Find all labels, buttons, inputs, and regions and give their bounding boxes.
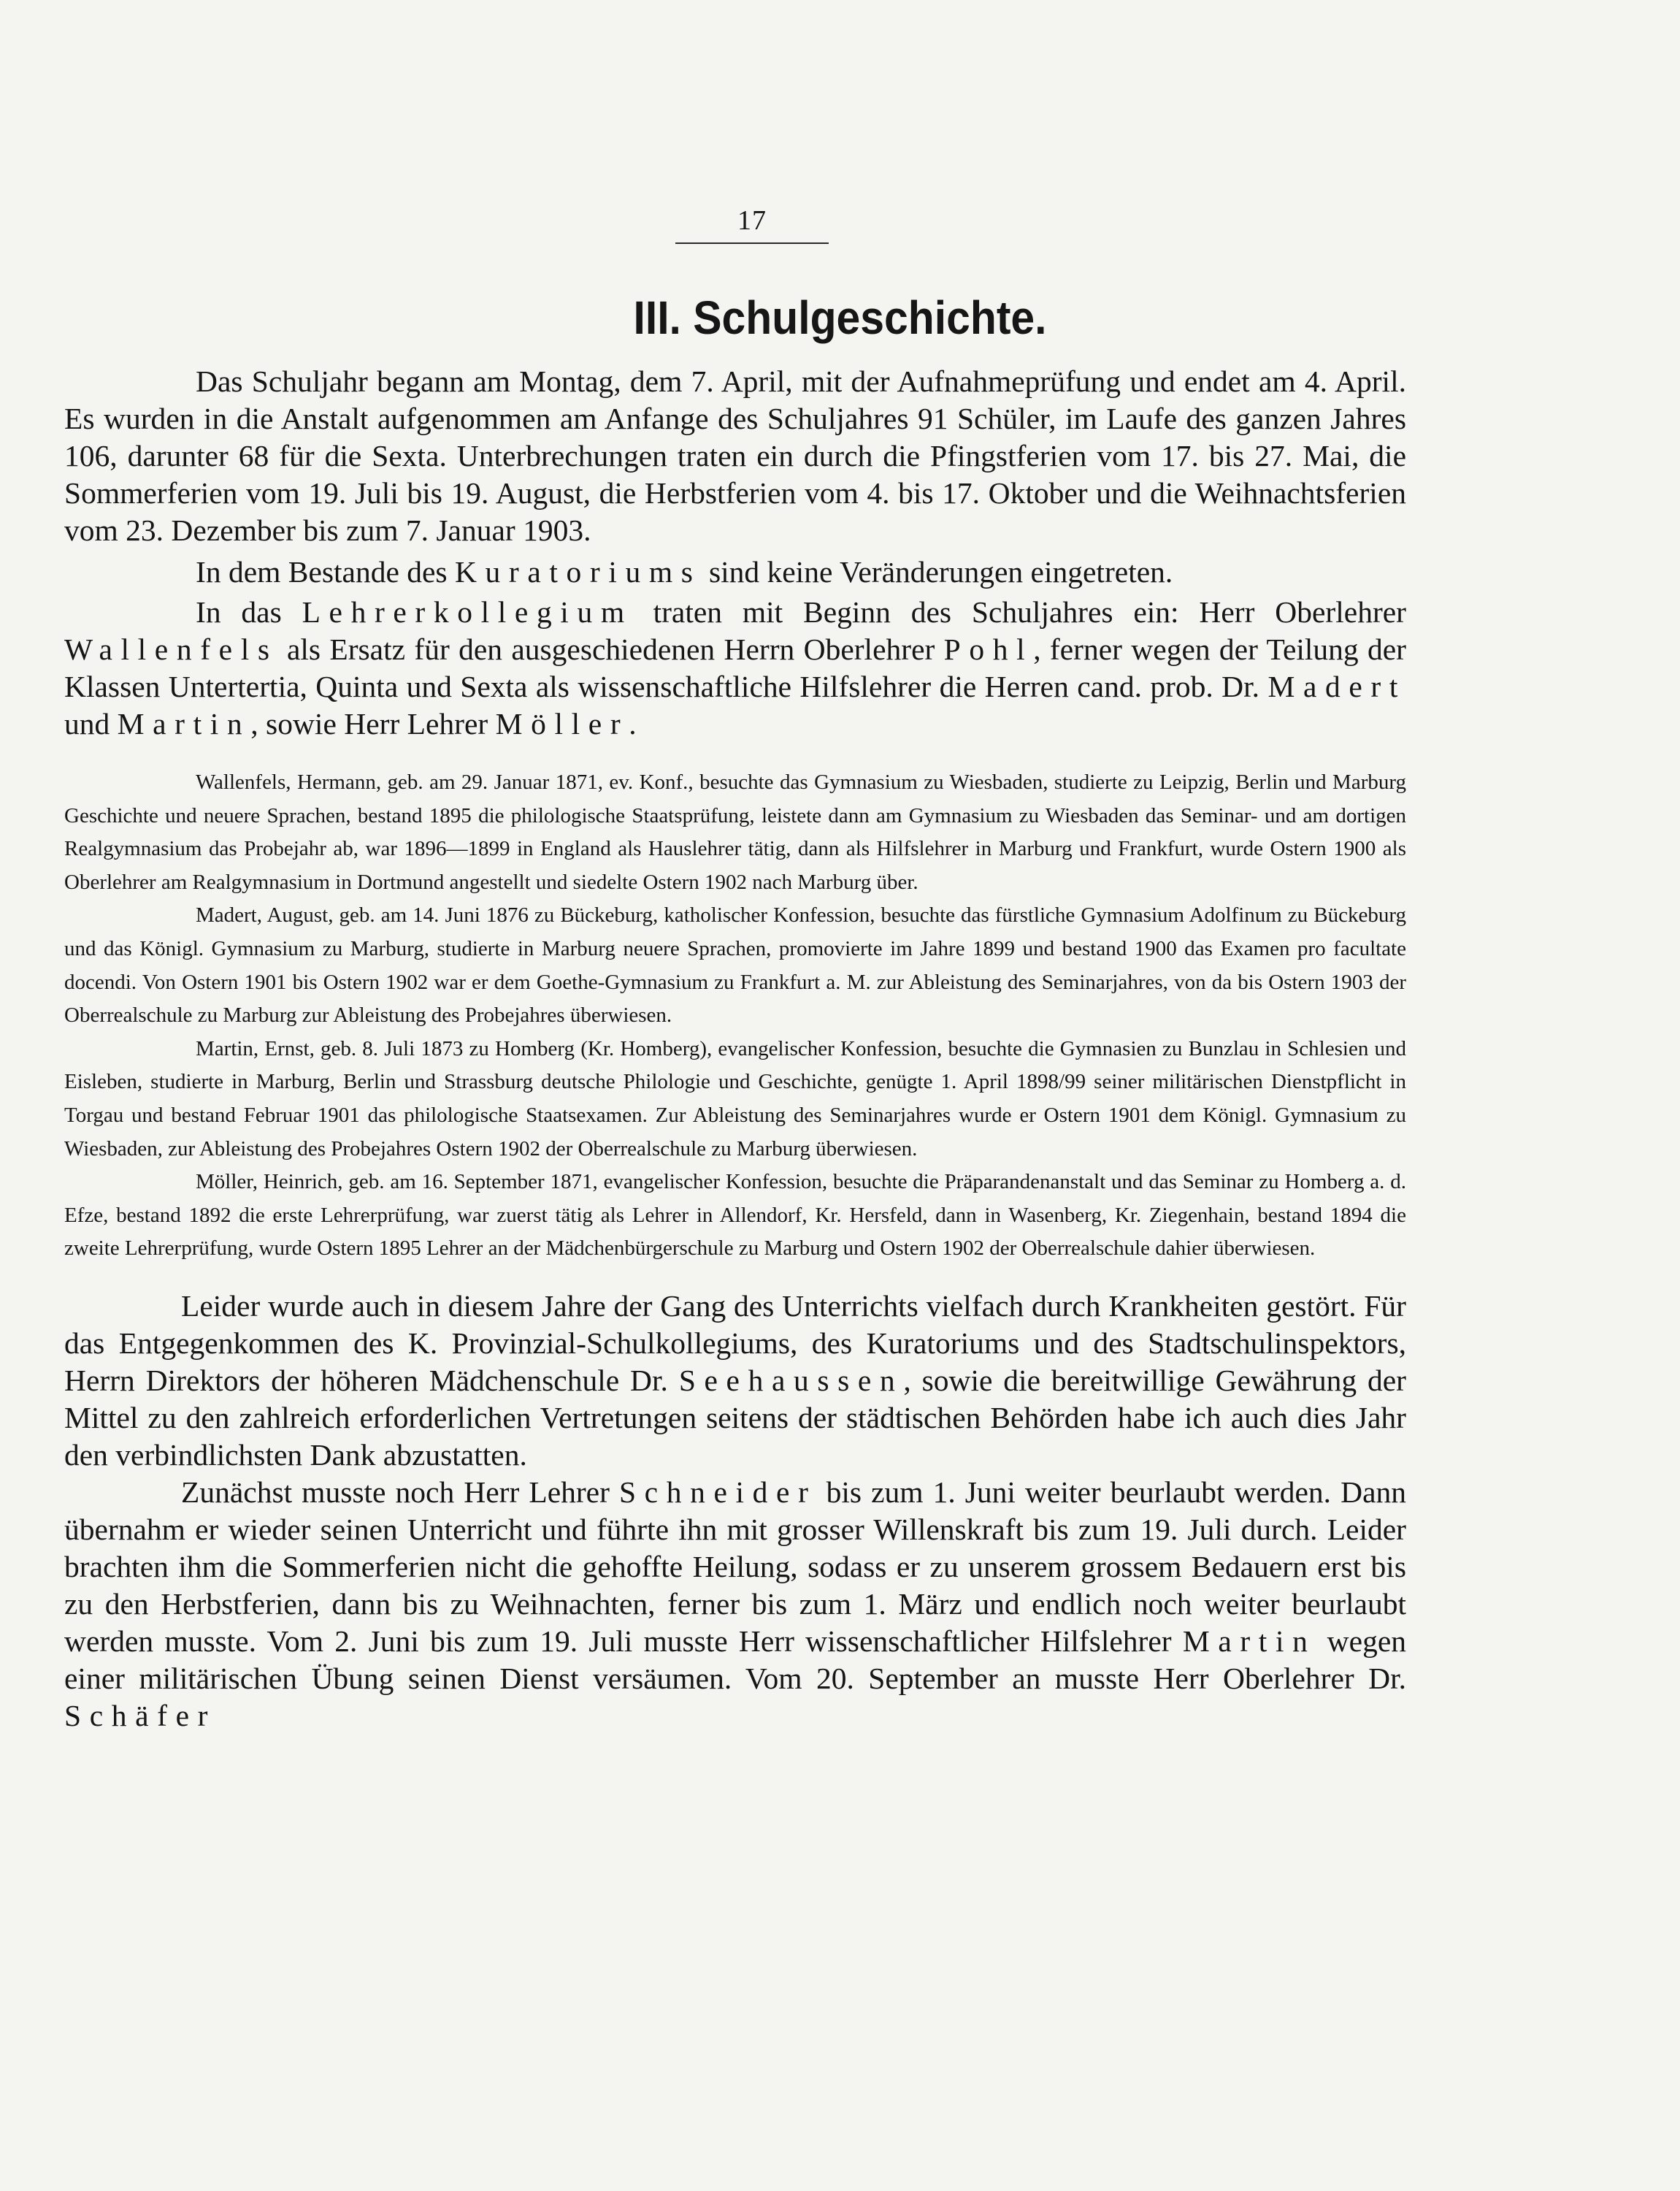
text: Leider wurde auch in diesem Jahre der Gang des Unterrichts vielfach durch Krankheiten gestört. Für das Entgegenkommen des K. Provinzial-Schulkollegiums, des Kuratoriums und des Stadtschulinspektors, Herrn Direktors der höheren Mädchenschule Dr. bbox=[64, 1288, 1406, 1397]
paragraph-intro: Das Schuljahr begann am Montag, dem 7. April, mit der Aufnahmeprüfung und endet am 4. April. Es wurden in die Anstalt aufgenommen am Anfange des Schuljahres 91 Schüler, im Laufe des ganzen Jahres 106, darunter 68 für die Sexta. Unterbrechungen traten ein durch die Pfingstferien vom 17. bis 27. Mai, die Sommerferien vom 19. Juli bis 19. August, die Herbstferien vom 4. bis 17. Oktober und die Weihnachtsferien vom 23. Dezember bis zum 7. Januar 1903. bbox=[64, 364, 1406, 547]
bio-martin: Martin, Ernst, geb. 8. Juli 1873 zu Homberg (Kr. Homberg), evangelischer Konfession, besuchte die Gymnasien zu Bunzlau in Schlesien und Eisleben, studierte in Marburg, Berlin und Strassburg deutsche Philologie und Geschichte, genügte 1. April 1898/99 seiner militärischen Dienstpflicht in Torgau und bestand Februar 1901 das philologische Staatsexamen. Zur Ableistung des Seminarjahres wurde er Ostern 1901 dem Königl. Gymnasium zu Wiesbaden, zur Ableistung des Probejahres Ostern 1902 der Oberrealschule zu Marburg überwiesen. bbox=[64, 1036, 1406, 1160]
text: In das bbox=[196, 595, 302, 629]
spaced-name: Madert bbox=[1267, 670, 1406, 703]
bio-madert: Madert, August, geb. am 14. Juni 1876 zu Bückeburg, katholischer Konfession, besuchte das fürstliche Gymnasium Adolfinum zu Bückeburg und das Königl. Gymnasium zu Marburg, studierte in Marburg neuere Sprachen, promovierte im Jahre 1899 und bestand 1900 das Examen pro facultate docendi. Von Ostern 1901 bis Ostern 1902 war er dem Goethe-Gymnasium zu Frankfurt a. M. zur Ableistung des Seminarjahres, von da bis Ostern 1903 der Oberrealschule zu Marburg zur Ableistung des Probejahres überwiesen. bbox=[64, 903, 1406, 1028]
text: , sowie Herr Lehrer bbox=[250, 707, 496, 741]
spaced-name: Martin bbox=[117, 707, 251, 741]
paragraph-schneider bbox=[64, 1474, 1406, 1735]
text: bis zum 1. Juni weiter beurlaubt werden. Dann übernahm er wieder seinen Unterricht und führte ihn mit grosser Willenskraft bis zum 19. Juli durch. Leider brachten ihm die Sommerferien nicht die gehoffte Heilung, sodass er zu unserem grossem Bedauern erst bis zu den Herbstferien, dann bis zu Weihnachten, ferner bis zum 1. März und endlich noch weiter beurlaubt werden musste. Vom 2. Juni bis zum 19. Juli musste Herr wissenschaftlicher Hilfslehrer bbox=[64, 1475, 1406, 1658]
spaced-word: Kuratoriums bbox=[454, 555, 702, 589]
text: Zunächst musste noch Herr Lehrer bbox=[181, 1475, 619, 1509]
paragraph-lehrerkollegium bbox=[64, 594, 1406, 743]
page-body bbox=[64, 362, 1406, 1735]
spaced-name: Wallenfels bbox=[64, 632, 278, 666]
spaced-name: Schäfer bbox=[64, 1698, 217, 1732]
page-number-rule bbox=[675, 242, 829, 244]
paragraph-krankheit bbox=[64, 1288, 1406, 1474]
paragraph-kuratorium bbox=[64, 554, 1406, 591]
spaced-name: Möller bbox=[495, 707, 629, 741]
text: , sowie die bereitwillige Gewährung der Mittel zu den zahlreich erforderlichen Vertretungen seitens der städtischen Behörden habe ich auch dies Jahr den verbindlichsten Dank abzustatten. bbox=[64, 1363, 1406, 1472]
page-number: 17 bbox=[737, 205, 767, 236]
text: sind keine Veränderungen eingetreten. bbox=[701, 555, 1173, 589]
spaced-name: Pohl bbox=[943, 632, 1034, 666]
spaced-word: Lehrerkollegium bbox=[302, 595, 633, 629]
text: traten mit Beginn des Schuljahres ein: Herr Oberlehrer bbox=[632, 595, 1407, 629]
section-title: III. Schulgeschichte. bbox=[633, 291, 1047, 344]
text: , ferner wegen der Teilung der Klassen Untertertia, Quinta und Sexta als wissenschaftliche Hilfslehrer die Herren cand. prob. Dr. bbox=[64, 632, 1406, 703]
text: . bbox=[629, 707, 637, 741]
spaced-name: Martin bbox=[1182, 1624, 1316, 1658]
text: wegen einer militärischen Übung seinen Dienst versäumen. Vom 20. September an musste Herr Oberlehrer Dr. bbox=[64, 1624, 1406, 1695]
spaced-name: Schneider bbox=[618, 1475, 817, 1509]
bio-moeller: Möller, Heinrich, geb. am 16. September 1871, evangelischer Konfession, besuchte die Präparandenanstalt und das Seminar zu Homberg a. d. Efze, bestand 1892 die erste Lehrerprüfung, war zuerst tätig als Lehrer in Allendorf, Kr. Hersfeld, dann in Wasenberg, Kr. Ziegenhain, bestand 1894 die zweite Lehrerprüfung, wurde Ostern 1895 Lehrer an der Mädchenbürgerschule zu Marburg und Ostern 1902 der Oberrealschule dahier überwiesen. bbox=[64, 1170, 1406, 1261]
text: In dem Bestande des bbox=[196, 555, 455, 589]
text: und bbox=[64, 707, 118, 741]
bio-wallenfels: Wallenfels, Hermann, geb. am 29. Januar 1871, ev. Konf., besuchte das Gymnasium zu Wiesbaden, studierte zu Leipzig, Berlin und Marburg Geschichte und neuere Sprachen, bestand 1895 die philologische Staatsprüfung, leistete dann am Gymnasium zu Wiesbaden das Seminar- und am dortigen Realgymnasium das Probejahr ab, war 1896—1899 in England als Hauslehrer tätig, dann als Hilfslehrer in Marburg und Frankfurt, wurde Ostern 1900 als Oberlehrer am Realgymnasium in Dortmund angestellt und siedelte Ostern 1902 nach Marburg über. bbox=[64, 771, 1406, 894]
spaced-name: Seehaussen bbox=[678, 1363, 904, 1397]
text: als Ersatz für den ausgeschiedenen Herrn Oberlehrer bbox=[277, 632, 944, 666]
